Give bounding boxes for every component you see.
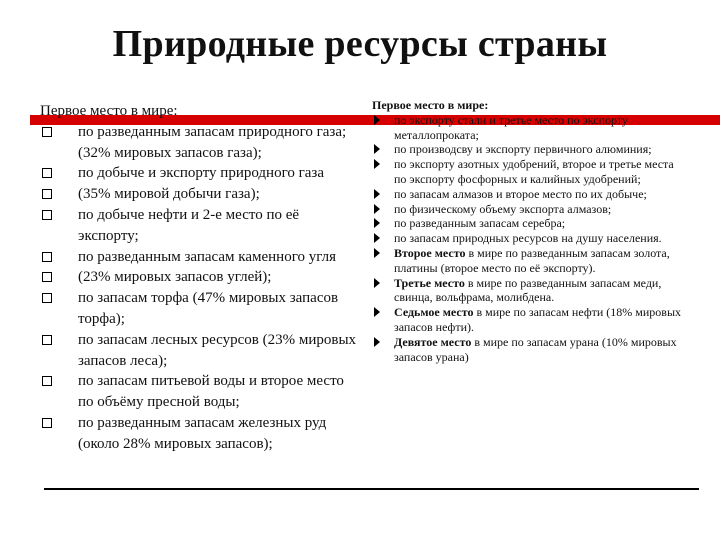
list-item: по добыче нефти и 2-е место по её экспорту; (40, 205, 360, 247)
square-bullet-icon (42, 189, 52, 199)
arrow-bullet-icon (374, 278, 380, 288)
list-item: (35% мировой добычи газа); (40, 184, 360, 205)
right-column (372, 98, 682, 364)
arrow-bullet-icon (374, 248, 380, 258)
square-bullet-icon (42, 168, 52, 178)
list-item: (23% мировых запасов углей); (40, 267, 360, 288)
rank-item: Седьмое место в мире по запасам нефти (18% мировых запасов нефти). (372, 305, 682, 335)
rank-item: Третье место в мире по разведанным запасам меди, свинца, вольфрама, молибдена. (372, 276, 682, 306)
list-item: по производсву и экспорту первичного алюминия; (372, 142, 682, 157)
arrow-bullet-icon (374, 144, 380, 154)
arrow-bullet-icon (374, 204, 380, 214)
list-item: по разведанным запасам каменного угля (40, 247, 360, 268)
square-bullet-icon (42, 272, 52, 282)
list-item: по разведанным запасам серебра; (372, 216, 682, 231)
square-bullet-icon (42, 293, 52, 303)
square-bullet-icon (42, 335, 52, 345)
left-column (40, 101, 360, 455)
arrow-bullet-icon (374, 115, 380, 125)
list-item: по экспорту азотных удобрений, второе и третье места по экспорту фосфорных и калийных удобрений; (372, 157, 682, 187)
arrow-bullet-icon (374, 307, 380, 317)
arrow-bullet-icon (374, 233, 380, 243)
left-list (40, 122, 360, 455)
list-item: по запасам питьевой воды и второе место по объёму пресной воды; (40, 371, 360, 413)
left-heading: Первое место в мире: (40, 103, 178, 119)
list-item: по запасам природных ресурсов на душу населения. (372, 231, 682, 246)
list-item: по запасам торфа (47% мировых запасов торфа); (40, 288, 360, 330)
rank-item: Второе место в мире по разведанным запасам золота, платины (второе место по её экспорту). (372, 246, 682, 276)
rank-item: Девятое место в мире по запасам урана (10% мировых запасов урана) (372, 335, 682, 365)
arrow-bullet-icon (374, 218, 380, 228)
list-item: по разведанным запасам природного газа;(32% мировых запасов газа); (40, 122, 360, 164)
list-item: по добыче и экспорту природного газа (40, 163, 360, 184)
right-list (372, 113, 682, 365)
arrow-bullet-icon (374, 189, 380, 199)
bottom-divider (44, 488, 699, 490)
square-bullet-icon (42, 418, 52, 428)
list-item: по разведанным запасам железных руд (около 28% мировых запасов); (40, 413, 360, 455)
square-bullet-icon (42, 127, 52, 137)
list-item: по физическому объему экспорта алмазов; (372, 202, 682, 217)
list-item: по запасам алмазов и второе место по их добыче; (372, 187, 682, 202)
page-title: Природные ресурсы страны (112, 23, 608, 65)
square-bullet-icon (42, 210, 52, 220)
arrow-bullet-icon (374, 159, 380, 169)
arrow-bullet-icon (374, 337, 380, 347)
right-heading: Первое место в мире: (372, 98, 489, 112)
list-item: по экспорту стали и третье место по экспорту металлопроката; (372, 113, 682, 143)
square-bullet-icon (42, 376, 52, 386)
square-bullet-icon (42, 252, 52, 262)
list-item: по запасам лесных ресурсов (23% мировых запасов леса); (40, 330, 360, 372)
